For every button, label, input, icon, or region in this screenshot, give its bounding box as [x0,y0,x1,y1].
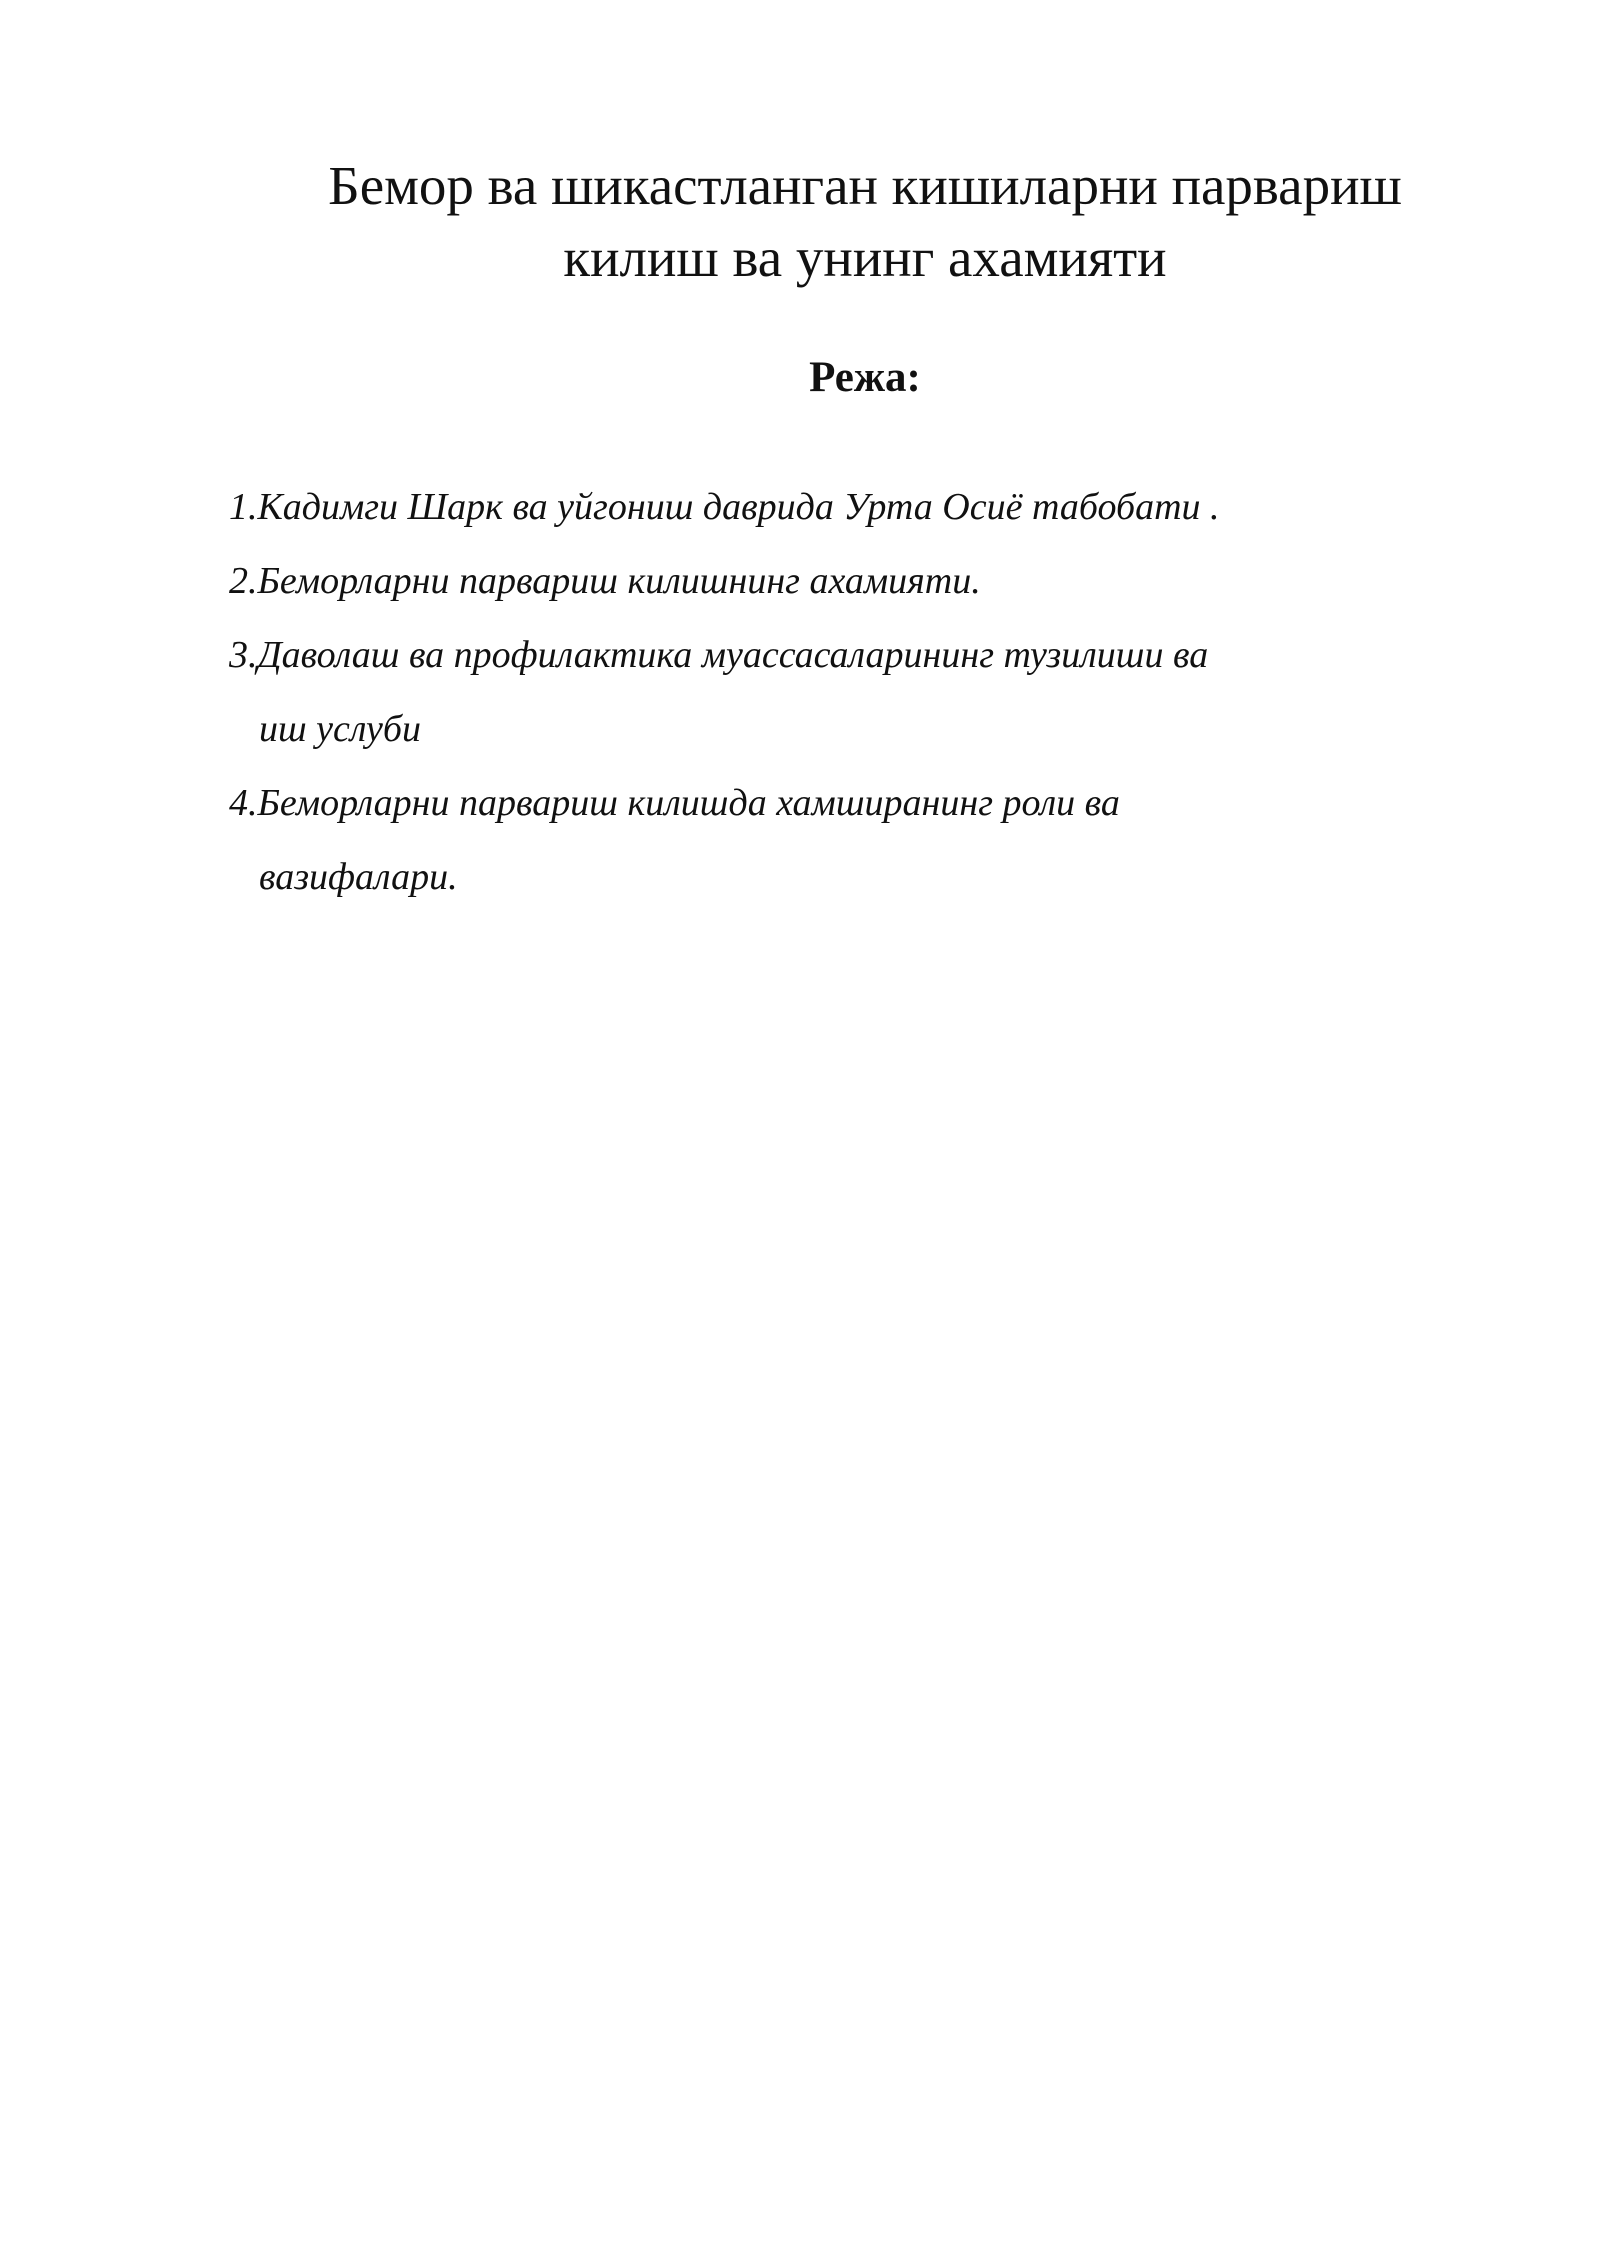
document-title-line-1: Бемор ва шикастланган кишиларни парвариш [328,155,1402,216]
plan-item-4-line-1: 4.Беморларни парвариш килишда хамширанинг роли ва [229,782,1120,824]
document-title-line-2: килиш ва унинг ахамияти [563,227,1167,288]
plan-item-4 [229,766,1429,914]
plan-item-2-line-1: 2.Беморларни парвариш килишнинг ахамияти. [229,560,981,602]
plan-item-3 [229,618,1429,766]
plan-item-1-line-1: 1.Кадимги Шарк ва уйгониш даврида Урта Осиё табобати . [229,486,1220,528]
plan-item-3-line-1: 3.Даволаш ва профилактика муассасаларининг тузилиши ва [229,634,1209,676]
plan-item-1 [229,470,1429,544]
plan-item-2 [229,544,1429,618]
document-title [200,150,1530,294]
plan-list [229,470,1429,914]
plan-heading: Режа: [809,354,921,401]
plan-item-4-line-2: вазифалари. [259,856,458,898]
plan-item-3-line-2: иш услуби [259,708,421,750]
